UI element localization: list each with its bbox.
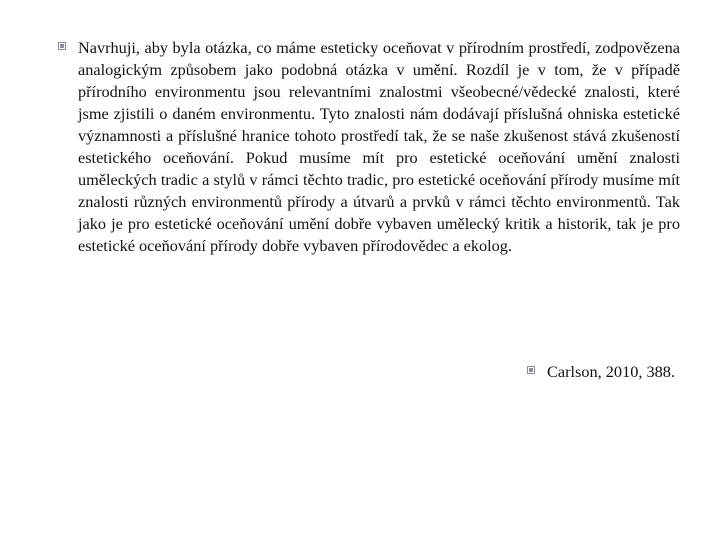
square-bullet-icon bbox=[527, 361, 547, 381]
square-bullet-icon bbox=[58, 37, 78, 57]
citation-text: Carlson, 2010, 388. bbox=[547, 362, 675, 381]
citation-bullet-item bbox=[527, 361, 707, 383]
quote-bullet-item bbox=[58, 37, 680, 257]
quote-paragraph: Navrhuji, aby byla otázka, co máme esteticky oceňovat v přírodním prostředí, zodpovězena analogickým způsobem jako podobná otázka v umění. Rozdíl je v tom, že v případě přírodního environmentu jsou relevantními znalostmi všeobecné/vědecké znalosti, které jsme zjistili o daném environmentu. Tyto znalosti nám dodávají příslušná ohniska estetické významnosti a příslušné hranice tohoto prostředí tak, že se naše zkušenost stává zkušeností estetického oceňování. Pokud musíme mít pro estetické oceňování umění znalosti uměleckých tradic a stylů v rámci těchto tradic, pro estetické oceňování přírody musíme mít znalosti různých environmentů přírody a útvarů a prvků v rámci těchto environmentů. Tak jako je pro estetické oceňování umění dobře vybaven umělecký kritik a historik, tak je pro estetické oceňování přírody dobře vybaven přírodovědec a ekolog. bbox=[78, 38, 680, 255]
